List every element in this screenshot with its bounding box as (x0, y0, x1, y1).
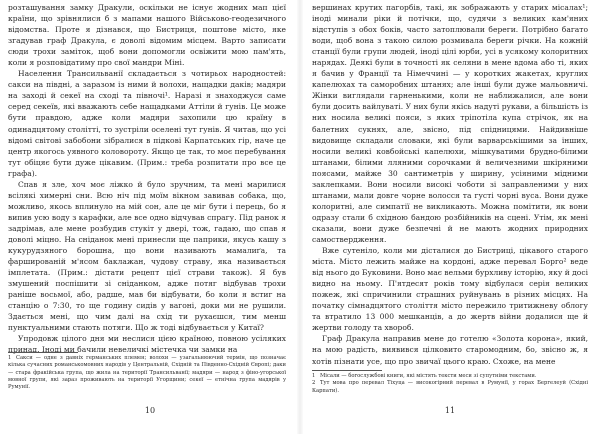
footnote-number: 1 (8, 355, 12, 361)
footnote-divider (8, 352, 78, 353)
footnote-text: Сакси — одне з давніх германських племен; волохи — узагальнюючий термін, що позначає кілька сучасних романськомовних народів у Центральній, Східній та Південно-Східній Європі; даки — стара фракійська група, що жила на території Трансильванії; мадяри — народ з фіно-угорської мовної групи, які зараз проживають на території Угорщини; секеї — етнічна група мадярів у Румунії. (8, 355, 286, 391)
left-page-body (8, 2, 286, 356)
footnote-divider (312, 370, 382, 371)
footnotes (312, 370, 588, 395)
footnotes (8, 352, 286, 391)
paragraph: вершинах крутих пагорбів, такі, як зображають у старих місалах¹; іноді минали ріки й потічки, що, судячи з великих кам'яних відступів з обох боків, часто затоплювали береги. Потрібно багато води, щоб вона з такою силою розмивала береги річки. На кожній станції були групи людей, іноді цілі юрби, усі в усякому колоритних нарядах. Деякі були в точності як селяни в мене вдома або ті, яких я бачив у Франції та Німеччині — у коротких жакетах, круглих капелюхах та саморобних штанях; але інші були дуже мальовничі. Жінки виглядали гарненькими, коли не наближалися, але вони були досить вайлуваті. У них були якісь надуті рукави, а більшість із них носила великі пояси, з яких тріпотіла купа стрічок, як на балетних сукнях, але, звісно, під спідницями. Найдивніше видовище складали словаки, які були варварськішими за інших, носили великі ковбойські капелюхи, мішкуватими брудно-білими штанами, білими лляними сорочками й величезними шкіряними поясами, майже 30 сантиметрів у ширину, усіяними мідними заклепками. Вони носили високі чоботи зі заправленими у них штанами, мали довге чорне волосся та густі чорні вуса. Вони дуже колоритні, але симпатії не викликають. Можна помітити, як вони одразу стали б східною бандою розбійників на сцені. Утім, як мені сказали, вони дуже безпечні й не мають жодних природних самоствердження. (312, 3, 588, 244)
footnote (312, 380, 588, 395)
paragraph: Граф Дракула направив мене до готелю «Золота корона», який, на мою радість, виявився цілковито старомодним, бо, звісно ж, я хотів пізнати усе, що про звичаї цього краю. Схоже, на мене (312, 334, 588, 366)
paragraph: Вже сутеніло, коли ми дісталися до Бистриці, цікавого старого міста. Місто лежить майже на кордоні, адже перевал Борго² веде від нього до Буковини. Воно має вельми бурхливу історію, яку й досі видно на ньому. П'ятдесят років тому відбулася серія великих пожеж, які спричинили страшних руйнувань в різних місцях. На початку сімнадцятого століття місто пережило тритижневу облогу та втратило 13 000 мешканців, а до жертв війни додалися ще й жертви голоду та хвороб. (312, 246, 588, 333)
footnote-text: Тут мова про перевал Тіхуца — високогірний перевал в Румунії, у горах Бергелеуй (Східні Карпати). (312, 380, 588, 394)
right-page (300, 0, 600, 434)
paragraph: Населення Трансильванії складається з чотирьох народностей: сакси на півдні, а заразом із ними й волохи, нащадки даків; мадяри на заході й секеї на сході та півночі¹. Наразі я знаходжуся саме серед секеїв, які вважають себе нащадками Аттіли й гунів. Це може бути правдою, адже коли мадяри захопили цю країну в одинадцятому столітті, то зустріли оселені тут гунів. Я читав, що усі відомі світові забобони зібралися в підкові Карпатських гір, наче це центр якогось уявного коловороту. Якщо це так, то моє перебування тут обіцяє бути дуже цікавим. (Прим.: треба розпитати про все це графа). (8, 69, 286, 178)
footnote-number: 2 (312, 380, 316, 387)
paragraph: Спав я зле, хоч моє ліжко й було зручним, та мені марилися всілякі химерні сни. Всю ніч під моїм вікном завивав собака, що, можливо, якось вплинуло на мій сон, але це міг бути і перець, бо я випив усю воду з карафки, але все одно відчував спрагу. Під ранок я задрімав, але мене розбудив стукіт у двері, тож, гадаю, що спав я доволі міцно. На сніданок мені принесли ще паприки, якусь кашу з кукурудзяного борошна, що вони називають мамалиґа, та фаршированій м'ясом баклажан, чудову страву, яка називається імплетата. (Прим.: дістати рецепт цієї страви також). Я був змушений поспішити зі сніданком, адже потяг відбував трохи раніше восьмої, або, радше, мав би відбувати, бо коли я встиг на станцію о 7:30, то ще годину сидів у вагоні, доки ми не рушили. Здається мені, що чим далі на схід ти рухаєшся, тим менш пунктуальними стають потяги. Що ж тоді відбувається у Китаї? (8, 179, 286, 333)
right-page-body (312, 2, 588, 367)
footnote-number: 1 (312, 373, 316, 379)
page-number: 11 (444, 406, 456, 415)
paragraph: Упродовж цілого дня ми неслися цією країною, повною усіляких принад. Іноді ми бачили невеличкі містечка чи замки на (8, 334, 286, 355)
page-number: 10 (144, 406, 156, 415)
paragraph: розташування замку Дракули, оскільки не існує жодних мап цієї країни, що зрівнялися б з мапами нашого Військово-геодезичного відомства. Проте я дізнався, що Бистриця, поштове місто, яке згадував граф Дракула, є доволі відомим місцем. Варто записати сюди трохи заміток, щоб вони допомогли освіжити мою пам'ять, коли я розповідатиму про свої мандри Міні. (8, 3, 286, 68)
footnote (8, 355, 286, 391)
footnote-text: Місали — богослужбові книги, які містять тексти меси зі супутніми текстами. (320, 373, 537, 379)
